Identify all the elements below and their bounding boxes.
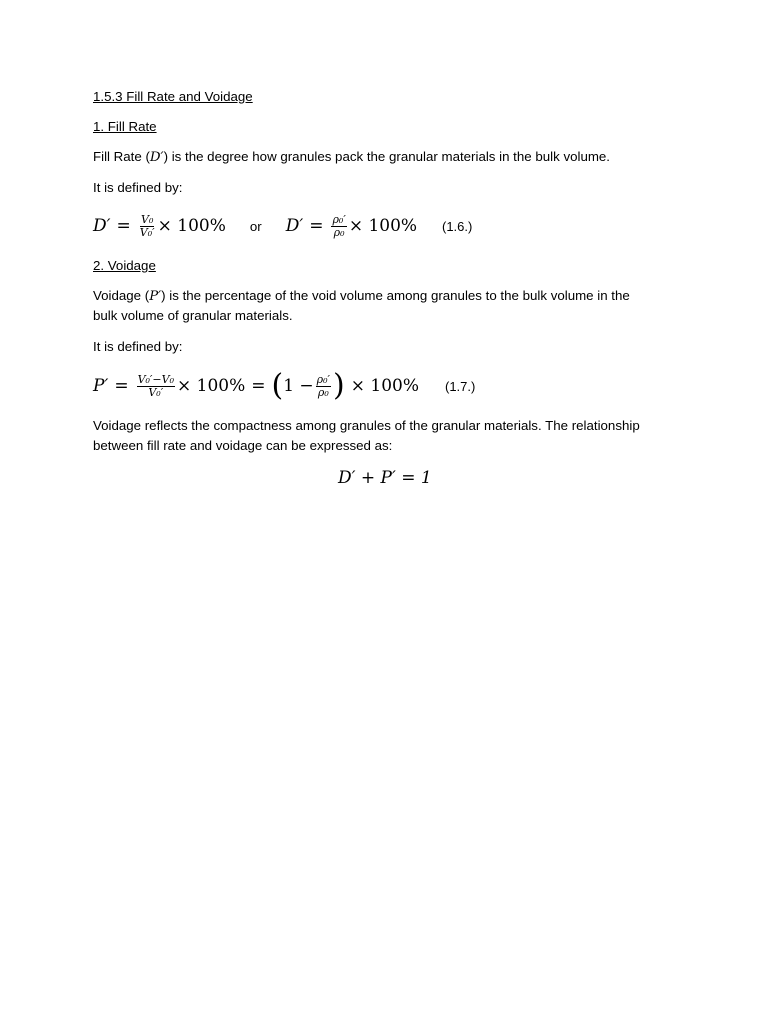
eq2-tag: (1.7.): [445, 379, 476, 394]
eq2-frac2-denominator: ρ₀: [317, 385, 329, 399]
eq1-lhs: D′: [93, 216, 111, 236]
eq2-lhs: P′: [93, 376, 109, 396]
eq1-tag: (1.6.): [442, 219, 473, 234]
fill-rate-desc-before: Fill Rate (: [93, 149, 150, 164]
eq2-right-paren: ): [333, 368, 345, 403]
eq2-frac1-denominator: V₀′: [148, 385, 164, 399]
fill-rate-desc-after: ) is the degree how granules pack the granular materials in the bulk volume.: [163, 149, 611, 164]
voidage-desc-line-1: [93, 288, 630, 305]
eq1-or: or: [249, 218, 262, 234]
eq1-lhs-2: D′: [285, 216, 304, 236]
eq1-frac1-numerator: V₀: [141, 212, 154, 226]
fill-rate-equation: [93, 204, 417, 248]
eq2-left-paren: (: [271, 368, 284, 403]
voidage-desc-before: Voidage (: [93, 288, 150, 303]
fill-rate-desc-symbol: D′: [149, 150, 164, 165]
eq2-fraction-density: [316, 374, 331, 399]
section-title: 1.5.3 Fill Rate and Voidage: [93, 89, 253, 104]
eq1-frac2-numerator: ρ₀′: [332, 212, 346, 226]
eq2-one-minus: 1 −: [283, 376, 314, 396]
eq1-frac1-denominator: V₀′: [139, 225, 155, 239]
eq1-frac2-denominator: ρ₀: [333, 225, 345, 239]
voidage-relation-line-1: Voidage reflects the compactness among granules of the granular materials. The relationship: [93, 418, 640, 433]
voidage-equation: [93, 364, 419, 408]
relation-equation: D′ + P′ = 1: [338, 468, 432, 488]
eq2-equals: =: [114, 376, 129, 396]
eq2-frac2-numerator: ρ₀′: [316, 372, 331, 386]
voidage-desc-line-2: bulk volume of granular materials.: [93, 308, 293, 323]
voidage-defined-by: It is defined by:: [93, 339, 183, 354]
voidage-heading: 2. Voidage: [93, 258, 156, 273]
eq1-times: × 100%: [157, 216, 226, 236]
eq1-times-2: × 100%: [348, 216, 418, 236]
eq2-equals-2: =: [251, 376, 266, 396]
fill-rate-description: [93, 149, 610, 166]
fill-rate-heading: 1. Fill Rate: [93, 119, 157, 134]
eq1-equals-2: =: [309, 216, 324, 236]
eq2-times-2: × 100%: [350, 376, 420, 396]
voidage-desc-after: ) is the percentage of the void volume among granules to the bulk volume in the: [161, 288, 630, 303]
eq1-fraction-density: [331, 214, 346, 239]
eq1-fraction-volume: [139, 214, 156, 239]
voidage-desc-symbol: P′: [149, 289, 162, 304]
fill-rate-defined-by: It is defined by:: [93, 180, 183, 195]
eq2-fraction-volume: [137, 374, 175, 399]
voidage-relation-line-2: between fill rate and voidage can be expressed as:: [93, 438, 393, 453]
eq2-times: × 100%: [176, 376, 246, 396]
eq1-equals: =: [116, 216, 131, 236]
eq2-frac1-numerator: V₀′−V₀: [137, 372, 174, 386]
